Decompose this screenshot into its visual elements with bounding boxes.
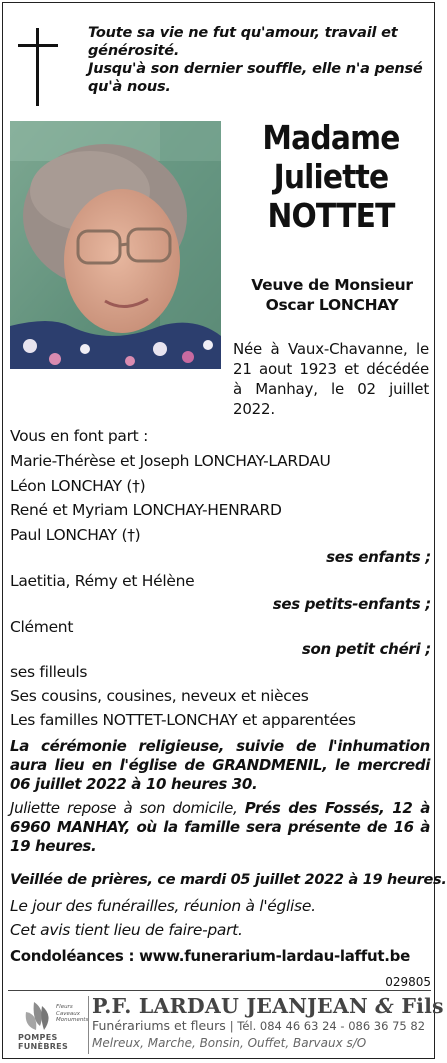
- deceased-first-name: Juliette: [273, 157, 389, 196]
- portrait-photo: [10, 121, 221, 369]
- funeral-day-text: Le jour des funérailles, réunion à l'église.: [10, 897, 316, 915]
- logo-services: [56, 1004, 88, 1024]
- ceremony-text: La cérémonie religieuse, suivie de l'inhumation aura lieu en l'église de GRANDMENIL, le mercredi 06 juillet 2022 à 10 heures 30.: [10, 737, 430, 793]
- company-services: Funérariums et fleurs: [92, 1018, 226, 1033]
- child-line: Paul LONCHAY (†): [10, 526, 141, 544]
- announcement-intro: Vous en font part :: [10, 427, 149, 445]
- child-line: René et Myriam LONCHAY-HENRARD: [10, 501, 282, 519]
- children-label: ses enfants ;: [326, 548, 431, 566]
- company-name: [92, 994, 444, 1018]
- child-line: Léon LONCHAY (†): [10, 477, 146, 495]
- company-contact: [92, 1018, 425, 1033]
- grandchildren-label: ses petits-enfants ;: [272, 595, 431, 613]
- child-line: Marie-Thérèse et Joseph LONCHAY-LARDAU: [10, 452, 331, 470]
- deceased-last-name: NOTTET: [267, 196, 395, 235]
- widow-of: [232, 275, 432, 315]
- rest-intro: Juliette repose à son domicile,: [10, 799, 245, 817]
- little-one-label: son petit chéri ;: [301, 640, 431, 658]
- little-one-line: Clément: [10, 618, 74, 636]
- quote-line: Toute sa vie ne fut qu'amour, travail et: [88, 25, 398, 41]
- birth-death-text: Née à Vaux-Chavanne, le 21 aout 1923 et décédée à Manhay, le 02 juillet 2022.: [233, 340, 429, 418]
- quote-line: qu'à nous.: [88, 79, 171, 95]
- logo-service: Monuments: [56, 1017, 89, 1023]
- footer-divider: [8, 990, 431, 991]
- notice-text: Cet avis tient lieu de faire-part.: [10, 921, 243, 939]
- godchildren-line: ses filleuls: [10, 663, 88, 681]
- quote-line: générosité.: [88, 43, 180, 59]
- company-phone: | Tél. 084 46 63 24 - 086 36 75 82: [229, 1019, 426, 1033]
- company-locations: Melreux, Marche, Bonsin, Ouffet, Barvaux s/O: [92, 1036, 367, 1050]
- logo-service: Caveaux: [56, 1010, 80, 1017]
- deceased-title: Madame: [262, 118, 400, 157]
- reference-number: 029805: [385, 975, 431, 989]
- spouse-name: Oscar LONCHAY: [265, 296, 399, 314]
- rest-address: Prés des Fossés, 12 à 6960 MANHAY, où la famille sera présente de 16 à 19 heures.: [10, 799, 431, 855]
- company-amp: &: [375, 994, 394, 1018]
- condolences-link[interactable]: Condoléances : www.funerarium-lardau-laffut.be: [10, 947, 410, 965]
- epitaph-quote: [88, 24, 424, 96]
- logo-brand: [18, 1033, 68, 1051]
- grandchildren-line: Laetitia, Rémy et Hélène: [10, 572, 195, 590]
- families-line: Les familles NOTTET-LONCHAY et apparentées: [10, 711, 356, 729]
- cousins-line: Ses cousins, cousines, neveux et nièces: [10, 687, 309, 705]
- logo-service: Fleurs: [56, 1004, 73, 1010]
- company-end: Fils: [401, 994, 444, 1018]
- vigil-text: Veillée de prières, ce mardi 05 juillet 2022 à 19 heures.: [10, 872, 447, 888]
- quote-line: Jusqu'à son dernier souffle, elle n'a pensé: [88, 61, 423, 77]
- deceased-name: [228, 118, 434, 235]
- company-main: P.F. LARDAU JEANJEAN: [92, 994, 368, 1018]
- widow-line: Veuve de Monsieur: [251, 276, 413, 294]
- logo-brand-line: FUNÈBRES: [18, 1042, 69, 1051]
- rest-text: [10, 799, 430, 856]
- footer-separator: [88, 996, 89, 1054]
- logo-brand-line: POMPES: [18, 1033, 58, 1042]
- cross-icon: [18, 28, 62, 108]
